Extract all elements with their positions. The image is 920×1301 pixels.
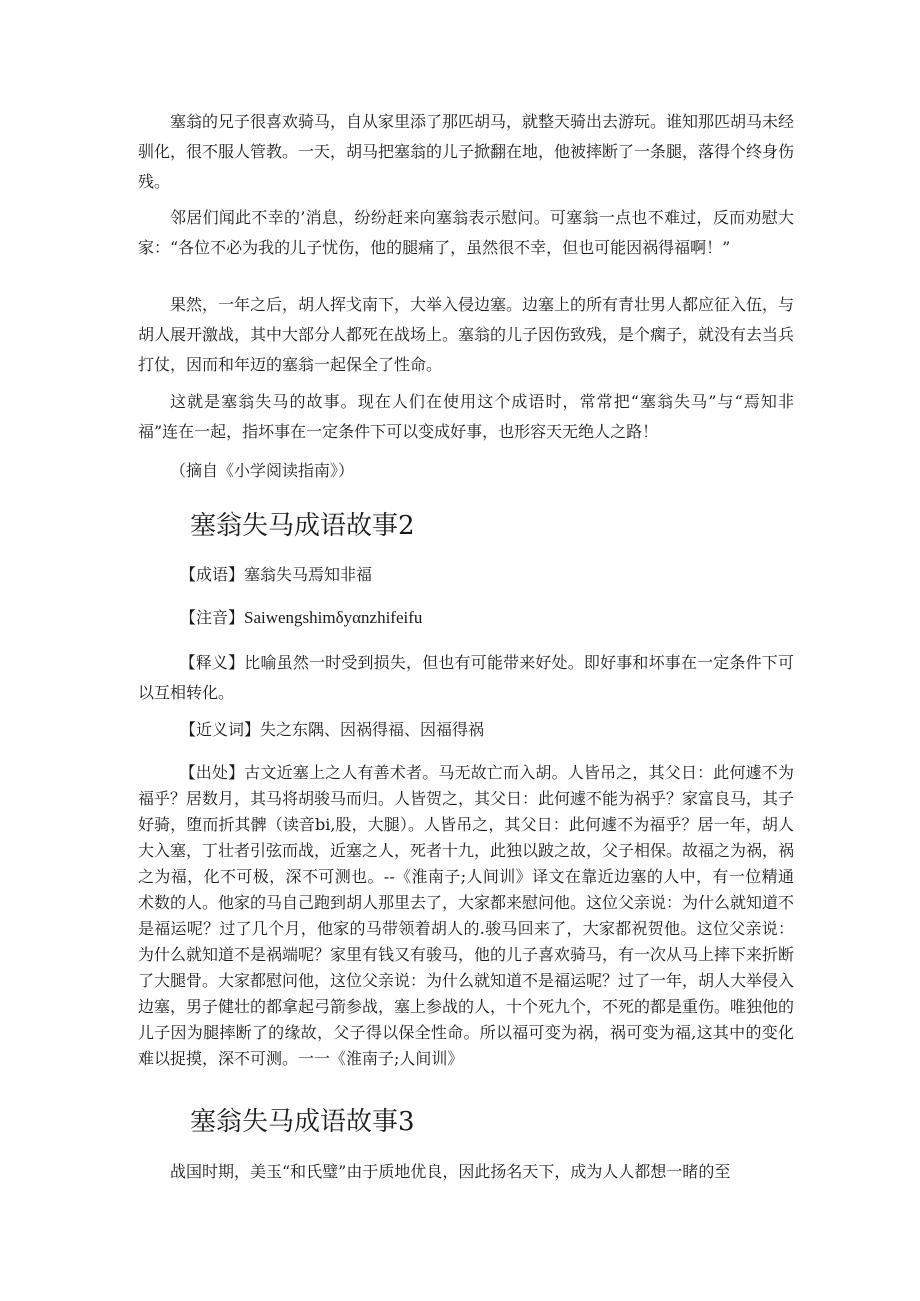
source-citation: （摘自《小学阅读指南》） [170, 461, 355, 480]
story-paragraph-1: 塞翁的兄子很喜欢骑马，自从家里添了那匹胡马，就整天骑出去游玩。谁知那匹胡马未经驯化，很不服人管教。一天，胡马把塞翁的儿子掀翻在地，他被摔断了一条腿，落得个终身伤残。 [138, 112, 795, 191]
meaning-label: 【释义】 [179, 653, 245, 672]
origin-label: 【出处】 [179, 763, 245, 782]
pinyin-value: Saiwengshimδyαnzhifeifu [244, 608, 423, 627]
idiom-value: 塞翁失马焉知非福 [244, 565, 373, 584]
synonym-value: 失之东隅、因祸得福、因福得祸 [260, 720, 485, 739]
section-3-paragraph-1: 战国时期，美玉“和氏璧”由于质地优良，因此扬名天下，成为人人都想一睹的至 [170, 1162, 731, 1181]
story-paragraph-4: 这就是塞翁失马的故事。现在人们在使用这个成语时，常常把“塞翁失马”与“焉知非福”连在一起，指坏事在一定条件下可以变成好事，也形容天无绝人之路！ [138, 392, 794, 441]
pinyin-entry [180, 603, 422, 633]
origin-value: 古文近塞上之人有善术者。马无故亡而入胡。人皆吊之，其父日：此何遽不为福乎？居数月，其马将胡骏马而归。人皆贺之，其父日：此何遽不能为祸乎？家富良马，其子好骑，堕而折其髀（读音bi,股，大腿）。人皆吊之，其父日：此何遽不为福乎？居一年，胡人大入塞，丁壮者引弦而战，近塞之人，死者十九，此独以跛之故，父子相保。故福之为祸，祸之为福，化不可极，深不可测也。--《淮南子;人间训》译文在靠近边塞的人中，有一位精通术数的人。他家的马自己跑到胡人那里去了，大家都来慰问他。这位父亲说：为什么就知道不是福运呢？过了几个月，他家的马带领着胡人的.骏马回来了，大家都祝贺他。这位父亲说：为什么就知道不是祸端呢？家里有钱又有骏马，他的儿子喜欢骑马，有一次从马上摔下来折断了大腿骨。大家都慰问他，这位父亲说：为什么就知道不是福运呢？过了一年，胡人大举侵入边塞，男子健壮的都拿起弓箭参战，塞上参战的人，十个死九个，不死的都是重伤。唯独他的儿子因为腿摔断了的缘故，父子得以保全性命。所以福可变为祸，祸可变为福,这其中的变化难以捉摸，深不可测。一一《淮南子;人间训》 [138, 763, 795, 1068]
story-paragraph-3: 果然，一年之后，胡人挥戈南下，大举入侵边塞。边塞上的所有青壮男人都应征入伍，与胡人展开激战，其中大部分人都死在战场上。塞翁的儿子因伤致残，是个瘸子，就没有去当兵打仗，因而和年迈的塞翁一起保全了性命。 [138, 295, 795, 374]
story-paragraph-2: 邻居们闻此不幸的’消息，纷纷赶来向塞翁表示慰问。可塞翁一点也不难过，反而劝慰大家：“各位不必为我的儿子忧伤，他的腿痛了，虽然很不幸，但也可能因祸得福啊！” [138, 208, 794, 257]
synonym-entry [180, 715, 484, 745]
meaning-value: 比喻虽然一时受到损失，但也有可能带来好处。即好事和坏事在一定条件下可以互相转化。 [138, 653, 794, 702]
section-2-title: 塞翁失马成语故事2 [190, 511, 415, 541]
section-3-title: 塞翁失马成语故事3 [190, 1107, 415, 1137]
idiom-label: 【成语】 [180, 565, 245, 584]
origin-entry [138, 760, 794, 1072]
synonym-label: 【近义词】 [180, 720, 261, 739]
meaning-entry [138, 648, 794, 708]
idiom-entry [180, 560, 372, 590]
pinyin-label: 【注音】 [180, 608, 245, 627]
